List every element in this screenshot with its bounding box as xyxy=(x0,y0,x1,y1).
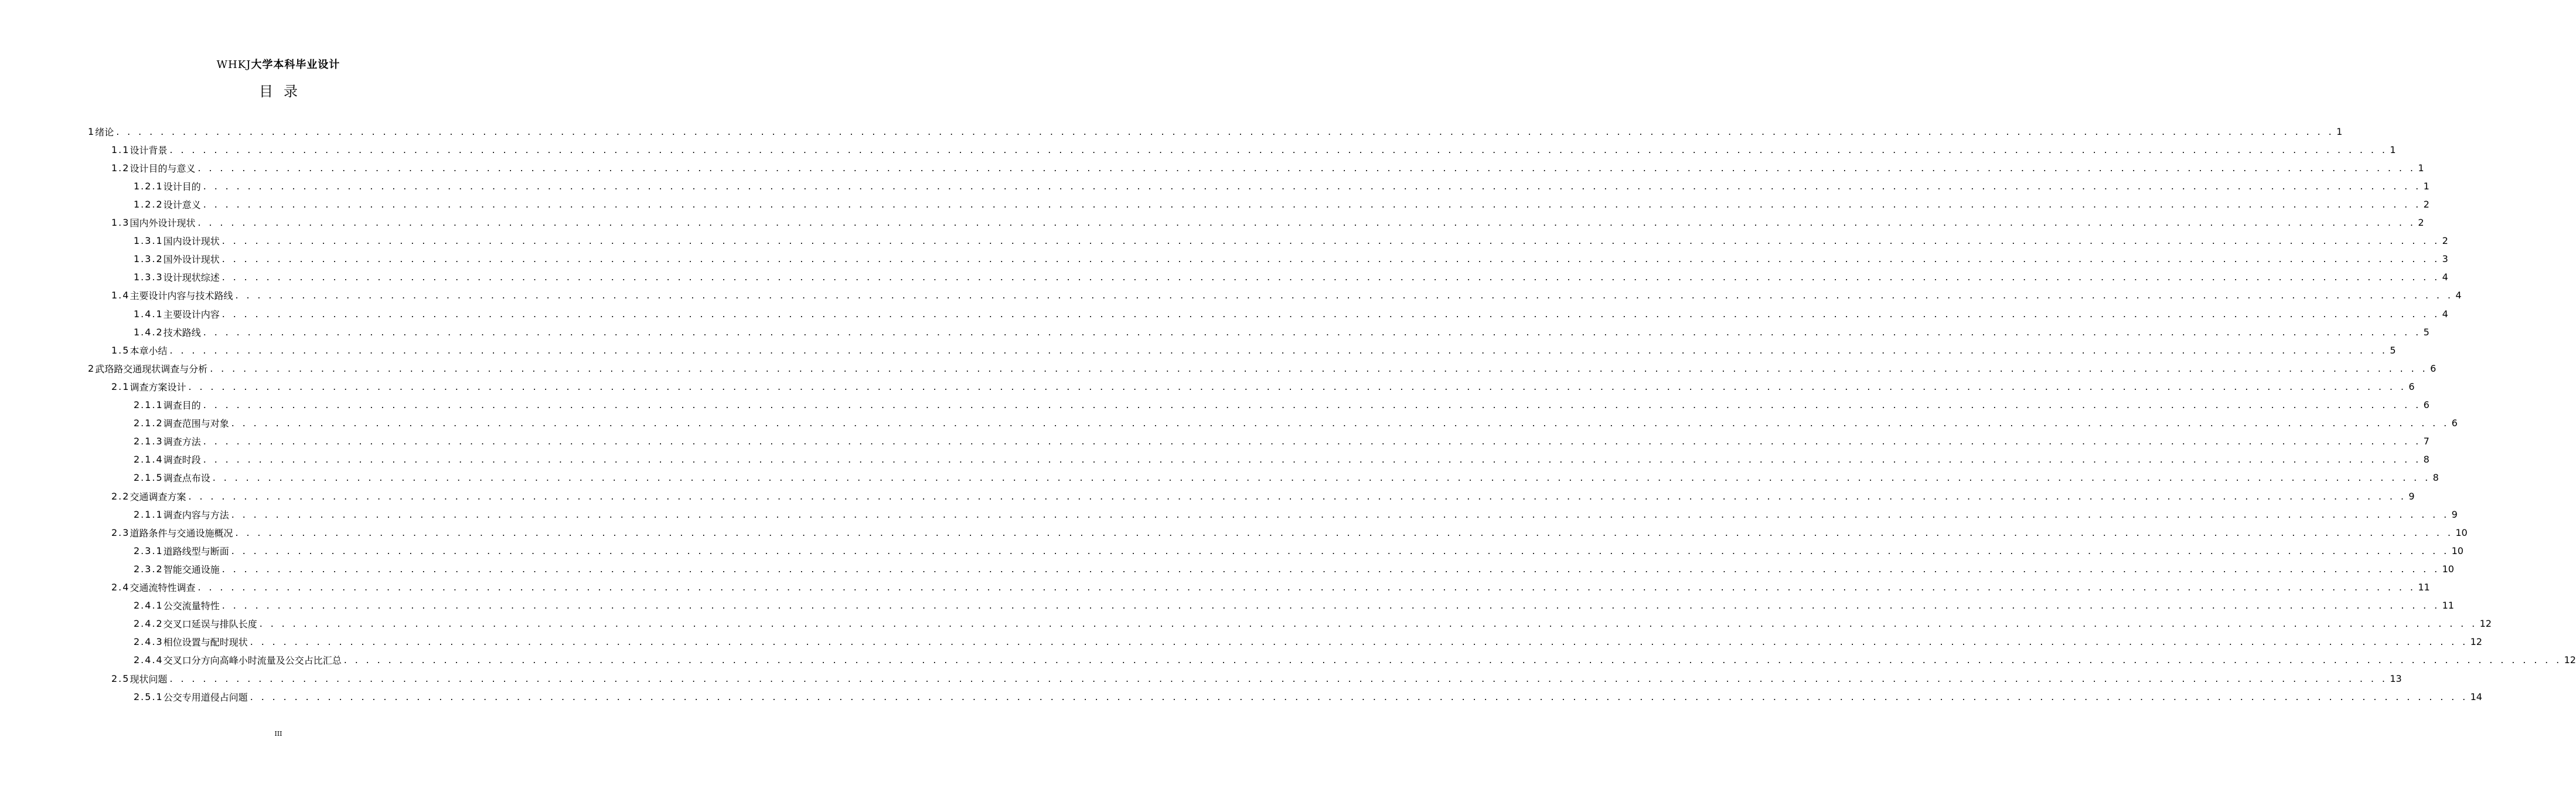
toc-entry-page: 7 xyxy=(2423,436,2430,447)
toc-entry-title: 调查方法 xyxy=(163,436,201,448)
toc-entry-number: 2.3 xyxy=(111,527,130,538)
toc-entry-title: 相位设置与配时现状 xyxy=(163,637,248,648)
toc-leader-dots: . . . . . . . . . . . . . . . . . . . . . . . . . . . . . . . . . . . . . . . . . . . . . . . . . . . . . . . . . . . . . . . . . . . . . . . . . . . . . . . . . . . . . . . . . . . . . . . . . . . . . . . . . . . . . . . . . . . . . . . . . . . . . . . . . . . . . . . . . . . . . . . . . . . . . . . . . . . . . . . . . . . . . . . . . . . . . . . . . . . . . . . . . . . . . . . . . . . . . . . . xyxy=(343,654,2562,666)
toc-entry-page: 12 xyxy=(2564,654,2576,666)
toc-entry-number: 1.4 xyxy=(111,290,130,301)
toc-entry[interactable] xyxy=(111,159,2424,176)
toc-entry[interactable] xyxy=(111,524,2468,541)
toc-entry-page: 5 xyxy=(2423,326,2430,338)
toc-leader-dots: . . . . . . . . . . . . . . . . . . . . . . . . . . . . . . . . . . . . . . . . . . . . . . . . . . . . . . . . . . . . . . . . . . . . . . . . . . . . . . . . . . . . . . . . . . . . . . . . . . . . . . . . . . . . . . . . . . . . . . . . . . . . . . . . . . . . . . . . . . . . . . . . . . . . . . . . . . . . . . . . . . . . . . . . . . . . . . . . . . . . . . . . . . . . . . . . . . . . . . . . xyxy=(203,436,2421,447)
toc-entry-page: 12 xyxy=(2479,618,2492,630)
toc-entry-number: 2.4.2 xyxy=(134,618,163,630)
toc-leader-dots: . . . . . . . . . . . . . . . . . . . . . . . . . . . . . . . . . . . . . . . . . . . . . . . . . . . . . . . . . . . . . . . . . . . . . . . . . . . . . . . . . . . . . . . . . . . . . . . . . . . . . . . . . . . . . . . . . . . . . . . . . . . . . . . . . . . . . . . . . . . . . . . . . . . . . . . . . . . . . . . . . . . . . . . . . . . . . . . . . . . . . . . . . . . . . . . . . . . . . . . . xyxy=(235,290,2454,301)
toc-entry-title: 公交专用道侵占问题 xyxy=(163,691,248,703)
toc-entry-number: 2.1.3 xyxy=(134,436,163,447)
toc-entry-title: 调查时段 xyxy=(163,454,201,466)
toc-entry-title: 公交流量特性 xyxy=(163,600,220,612)
toc-entry-number: 2.4 xyxy=(111,582,130,593)
toc-entry-page: 5 xyxy=(2390,344,2396,356)
page-number: III xyxy=(274,730,282,738)
toc-leader-dots: . . . . . . . . . . . . . . . . . . . . . . . . . . . . . . . . . . . . . . . . . . . . . . . . . . . . . . . . . . . . . . . . . . . . . . . . . . . . . . . . . . . . . . . . . . . . . . . . . . . . . . . . . . . . . . . . . . . . . . . . . . . . . . . . . . . . . . . . . . . . . . . . . . . . . . . . . . . . . . . . . . . . . . . . . . . . . . . . . . . . . . . . . . . . . . . . . . . . . . . . xyxy=(116,125,2335,137)
toc-entry[interactable] xyxy=(111,378,2415,395)
toc-entry-number: 1.1 xyxy=(111,144,130,155)
toc-entry-title: 本章小结 xyxy=(130,345,168,356)
toc-entry-number: 2.1.2 xyxy=(134,417,163,429)
toc-leader-dots: . . . . . . . . . . . . . . . . . . . . . . . . . . . . . . . . . . . . . . . . . . . . . . . . . . . . . . . . . . . . . . . . . . . . . . . . . . . . . . . . . . . . . . . . . . . . . . . . . . . . . . . . . . . . . . . . . . . . . . . . . . . . . . . . . . . . . . . . . . . . . . . . . . . . . . . . . . . . . . . . . . . . . . . . . . . . . . . . . . . . . . . . . . . . . . . . . . . . . . . . xyxy=(222,563,2440,575)
toc-entry-page: 1 xyxy=(2418,162,2424,174)
toc-entry-title: 设计目的 xyxy=(163,181,201,192)
toc-entry-title: 设计意义 xyxy=(163,199,201,210)
toc-entry-title: 调查点布设 xyxy=(163,473,210,484)
toc-leader-dots: . . . . . . . . . . . . . . . . . . . . . . . . . . . . . . . . . . . . . . . . . . . . . . . . . . . . . . . . . . . . . . . . . . . . . . . . . . . . . . . . . . . . . . . . . . . . . . . . . . . . . . . . . . . . . . . . . . . . . . . . . . . . . . . . . . . . . . . . . . . . . . . . . . . . . . . . . . . . . . . . . . . . . . . . . . . . . . . . . . . . . . . . . . . . . . . . . . . . . . . . xyxy=(250,691,2468,702)
toc-entry-page: 9 xyxy=(2408,490,2415,502)
toc-entry-page: 3 xyxy=(2442,253,2448,265)
toc-entry-title: 主要设计内容与技术路线 xyxy=(130,290,233,302)
toc-leader-dots: . . . . . . . . . . . . . . . . . . . . . . . . . . . . . . . . . . . . . . . . . . . . . . . . . . . . . . . . . . . . . . . . . . . . . . . . . . . . . . . . . . . . . . . . . . . . . . . . . . . . . . . . . . . . . . . . . . . . . . . . . . . . . . . . . . . . . . . . . . . . . . . . . . . . . . . . . . . . . . . . . . . . . . . . . . . . . . . . . . . . . . . . . . . . . . . . . . . . . . . . xyxy=(203,180,2421,192)
toc-entry-title: 交通调查方案 xyxy=(130,491,186,502)
toc-entry-title: 武珞路交通现状调查与分析 xyxy=(95,363,208,375)
toc-entry-number: 2.1.1 xyxy=(134,508,163,520)
toc-entry[interactable] xyxy=(134,269,2448,286)
toc-entry-page: 2 xyxy=(2418,217,2424,228)
toc-leader-dots: . . . . . . . . . . . . . . . . . . . . . . . . . . . . . . . . . . . . . . . . . . . . . . . . . . . . . . . . . . . . . . . . . . . . . . . . . . . . . . . . . . . . . . . . . . . . . . . . . . . . . . . . . . . . . . . . . . . . . . . . . . . . . . . . . . . . . . . . . . . . . . . . . . . . . . . . . . . . . . . . . . . . . . . . . . . . . . . . . . . . . . . . . . . . . . . . . . . . . . . . xyxy=(169,344,2388,356)
toc-entry-number: 1.3.1 xyxy=(134,235,163,247)
toc-leader-dots: . . . . . . . . . . . . . . . . . . . . . . . . . . . . . . . . . . . . . . . . . . . . . . . . . . . . . . . . . . . . . . . . . . . . . . . . . . . . . . . . . . . . . . . . . . . . . . . . . . . . . . . . . . . . . . . . . . . . . . . . . . . . . . . . . . . . . . . . . . . . . . . . . . . . . . . . . . . . . . . . . . . . . . . . . . . . . . . . . . . . . . . . . . . . . . . . . . . . . . . . xyxy=(188,490,2407,502)
header-latin: WHKJ xyxy=(216,59,251,71)
toc-entry-number: 2.4.4 xyxy=(134,654,163,666)
toc-entry-page: 10 xyxy=(2455,527,2468,538)
toc-entry-title: 交叉口分方向高峰小时流量及公交占比汇总 xyxy=(163,655,342,667)
toc-entry-title: 调查内容与方法 xyxy=(163,509,229,521)
toc-entry-title: 交叉口延误与排队长度 xyxy=(163,619,257,630)
toc-entry-title: 主要设计内容 xyxy=(163,308,220,320)
toc-entry-title: 道路线型与断面 xyxy=(163,545,229,557)
toc-leader-dots: . . . . . . . . . . . . . . . . . . . . . . . . . . . . . . . . . . . . . . . . . . . . . . . . . . . . . . . . . . . . . . . . . . . . . . . . . . . . . . . . . . . . . . . . . . . . . . . . . . . . . . . . . . . . . . . . . . . . . . . . . . . . . . . . . . . . . . . . . . . . . . . . . . . . . . . . . . . . . . . . . . . . . . . . . . . . . . . . . . . . . . . . . . . . . . . . . . . . . . . . xyxy=(212,472,2431,484)
toc-entry-page: 8 xyxy=(2432,472,2439,484)
toc-entry-page: 13 xyxy=(2390,672,2402,684)
toc-entry-page: 10 xyxy=(2442,563,2454,575)
toc-entry[interactable] xyxy=(134,233,2448,249)
toc-entry-page: 1 xyxy=(2336,125,2343,137)
toc-entry-title: 调查方案设计 xyxy=(130,381,186,393)
toc-entry-title: 设计现状综述 xyxy=(163,272,220,284)
toc-entry[interactable] xyxy=(134,561,2454,577)
toc-entry[interactable] xyxy=(88,360,2437,376)
toc-entry-number: 2.2 xyxy=(111,490,130,502)
toc-entry-number: 2.1.1 xyxy=(134,399,163,410)
toc-entry[interactable] xyxy=(134,506,2458,522)
toc-entry-page: 6 xyxy=(2451,417,2458,429)
toc-entry[interactable] xyxy=(134,433,2430,450)
toc-entry-page: 9 xyxy=(2451,508,2458,520)
toc-entry-number: 2.1.5 xyxy=(134,472,163,484)
toc-entry-page: 14 xyxy=(2470,691,2482,702)
toc-entry[interactable] xyxy=(134,688,2482,705)
toc-entry-title: 技术路线 xyxy=(163,327,201,338)
toc-entry[interactable] xyxy=(111,287,2462,304)
document-header xyxy=(0,56,557,72)
toc-entry-title: 设计目的与意义 xyxy=(130,162,196,174)
toc-entry[interactable] xyxy=(111,141,2396,158)
toc-entry-title: 国内外设计现状 xyxy=(130,218,196,229)
toc-entry[interactable] xyxy=(134,415,2458,432)
toc-entry-page: 11 xyxy=(2418,582,2430,593)
toc-entry-number: 2.5.1 xyxy=(134,691,163,702)
toc-entry-number: 2.4.1 xyxy=(134,600,163,612)
toc-entry-title: 道路条件与交通设施概况 xyxy=(130,527,233,539)
toc-leader-dots: . . . . . . . . . . . . . . . . . . . . . . . . . . . . . . . . . . . . . . . . . . . . . . . . . . . . . . . . . . . . . . . . . . . . . . . . . . . . . . . . . . . . . . . . . . . . . . . . . . . . . . . . . . . . . . . . . . . . . . . . . . . . . . . . . . . . . . . . . . . . . . . . . . . . . . . . . . . . . . . . . . . . . . . . . . . . . . . . . . . . . . . . . . . . . . . . . . . . . . . . xyxy=(203,326,2421,338)
toc-entry-number: 1.4.1 xyxy=(134,308,163,320)
toc-entry-title: 智能交通设施 xyxy=(163,563,220,575)
toc-leader-dots: . . . . . . . . . . . . . . . . . . . . . . . . . . . . . . . . . . . . . . . . . . . . . . . . . . . . . . . . . . . . . . . . . . . . . . . . . . . . . . . . . . . . . . . . . . . . . . . . . . . . . . . . . . . . . . . . . . . . . . . . . . . . . . . . . . . . . . . . . . . . . . . . . . . . . . . . . . . . . . . . . . . . . . . . . . . . . . . . . . . . . . . . . . . . . . . . . . . . . . . . xyxy=(210,362,2428,374)
toc-entry-page: 10 xyxy=(2451,545,2463,556)
toc-entry-page: 1 xyxy=(2390,144,2396,155)
toc-entry-page: 6 xyxy=(2423,399,2430,410)
toc-entry-page: 8 xyxy=(2423,454,2430,466)
toc-entry[interactable] xyxy=(134,597,2454,614)
toc-entry-page: 2 xyxy=(2423,198,2430,210)
toc-entry[interactable] xyxy=(134,634,2482,650)
toc-entry[interactable] xyxy=(134,616,2492,632)
toc-entry[interactable] xyxy=(134,251,2448,267)
toc-leader-dots: . . . . . . . . . . . . . . . . . . . . . . . . . . . . . . . . . . . . . . . . . . . . . . . . . . . . . . . . . . . . . . . . . . . . . . . . . . . . . . . . . . . . . . . . . . . . . . . . . . . . . . . . . . . . . . . . . . . . . . . . . . . . . . . . . . . . . . . . . . . . . . . . . . . . . . . . . . . . . . . . . . . . . . . . . . . . . . . . . . . . . . . . . . . . . . . . . . . . . . . . xyxy=(197,162,2416,174)
toc-entry-title: 绪论 xyxy=(95,126,114,138)
toc-leader-dots: . . . . . . . . . . . . . . . . . . . . . . . . . . . . . . . . . . . . . . . . . . . . . . . . . . . . . . . . . . . . . . . . . . . . . . . . . . . . . . . . . . . . . . . . . . . . . . . . . . . . . . . . . . . . . . . . . . . . . . . . . . . . . . . . . . . . . . . . . . . . . . . . . . . . . . . . . . . . . . . . . . . . . . . . . . . . . . . . . . . . . . . . . . . . . . . . . . . . . . . . xyxy=(203,399,2421,410)
toc-entry-page: 4 xyxy=(2455,290,2462,301)
toc-entry-number: 1.5 xyxy=(111,344,130,356)
toc-leader-dots: . . . . . . . . . . . . . . . . . . . . . . . . . . . . . . . . . . . . . . . . . . . . . . . . . . . . . . . . . . . . . . . . . . . . . . . . . . . . . . . . . . . . . . . . . . . . . . . . . . . . . . . . . . . . . . . . . . . . . . . . . . . . . . . . . . . . . . . . . . . . . . . . . . . . . . . . . . . . . . . . . . . . . . . . . . . . . . . . . . . . . . . . . . . . . . . . . . . . . . . . xyxy=(222,235,2440,247)
toc-leader-dots: . . . . . . . . . . . . . . . . . . . . . . . . . . . . . . . . . . . . . . . . . . . . . . . . . . . . . . . . . . . . . . . . . . . . . . . . . . . . . . . . . . . . . . . . . . . . . . . . . . . . . . . . . . . . . . . . . . . . . . . . . . . . . . . . . . . . . . . . . . . . . . . . . . . . . . . . . . . . . . . . . . . . . . . . . . . . . . . . . . . . . . . . . . . . . . . . . . . . . . . . xyxy=(203,454,2421,466)
toc-entry-number: 1.2.1 xyxy=(134,180,163,192)
toc-leader-dots: . . . . . . . . . . . . . . . . . . . . . . . . . . . . . . . . . . . . . . . . . . . . . . . . . . . . . . . . . . . . . . . . . . . . . . . . . . . . . . . . . . . . . . . . . . . . . . . . . . . . . . . . . . . . . . . . . . . . . . . . . . . . . . . . . . . . . . . . . . . . . . . . . . . . . . . . . . . . . . . . . . . . . . . . . . . . . . . . . . . . . . . . . . . . . . . . . . . . . . . . xyxy=(169,672,2388,684)
toc-leader-dots: . . . . . . . . . . . . . . . . . . . . . . . . . . . . . . . . . . . . . . . . . . . . . . . . . . . . . . . . . . . . . . . . . . . . . . . . . . . . . . . . . . . . . . . . . . . . . . . . . . . . . . . . . . . . . . . . . . . . . . . . . . . . . . . . . . . . . . . . . . . . . . . . . . . . . . . . . . . . . . . . . . . . . . . . . . . . . . . . . . . . . . . . . . . . . . . . . . . . . . . . xyxy=(188,381,2407,392)
toc-entry-page: 4 xyxy=(2442,308,2448,320)
toc-entry[interactable] xyxy=(134,652,2576,668)
toc-entry-page: 11 xyxy=(2442,600,2454,612)
toc-leader-dots: . . . . . . . . . . . . . . . . . . . . . . . . . . . . . . . . . . . . . . . . . . . . . . . . . . . . . . . . . . . . . . . . . . . . . . . . . . . . . . . . . . . . . . . . . . . . . . . . . . . . . . . . . . . . . . . . . . . . . . . . . . . . . . . . . . . . . . . . . . . . . . . . . . . . . . . . . . . . . . . . . . . . . . . . . . . . . . . . . . . . . . . . . . . . . . . . . . . . . . . . xyxy=(231,545,2449,556)
toc-leader-dots: . . . . . . . . . . . . . . . . . . . . . . . . . . . . . . . . . . . . . . . . . . . . . . . . . . . . . . . . . . . . . . . . . . . . . . . . . . . . . . . . . . . . . . . . . . . . . . . . . . . . . . . . . . . . . . . . . . . . . . . . . . . . . . . . . . . . . . . . . . . . . . . . . . . . . . . . . . . . . . . . . . . . . . . . . . . . . . . . . . . . . . . . . . . . . . . . . . . . . . . . xyxy=(222,253,2440,265)
toc-entry-title: 调查范围与对象 xyxy=(163,418,229,430)
toc-entry-page: 12 xyxy=(2470,636,2482,648)
toc-entry[interactable] xyxy=(111,488,2415,504)
toc-entry-number: 1.3.2 xyxy=(134,253,163,265)
toc-entry[interactable] xyxy=(134,470,2439,486)
page-title: 目录 xyxy=(259,83,308,100)
toc-leader-dots: . . . . . . . . . . . . . . . . . . . . . . . . . . . . . . . . . . . . . . . . . . . . . . . . . . . . . . . . . . . . . . . . . . . . . . . . . . . . . . . . . . . . . . . . . . . . . . . . . . . . . . . . . . . . . . . . . . . . . . . . . . . . . . . . . . . . . . . . . . . . . . . . . . . . . . . . . . . . . . . . . . . . . . . . . . . . . . . . . . . . . . . . . . . . . . . . . . . . . . . . xyxy=(259,618,2478,630)
toc-entry[interactable] xyxy=(111,342,2396,358)
toc-leader-dots: . . . . . . . . . . . . . . . . . . . . . . . . . . . . . . . . . . . . . . . . . . . . . . . . . . . . . . . . . . . . . . . . . . . . . . . . . . . . . . . . . . . . . . . . . . . . . . . . . . . . . . . . . . . . . . . . . . . . . . . . . . . . . . . . . . . . . . . . . . . . . . . . . . . . . . . . . . . . . . . . . . . . . . . . . . . . . . . . . . . . . . . . . . . . . . . . . . . . . . . . xyxy=(222,308,2440,320)
toc-entry-number: 2.1.4 xyxy=(134,454,163,466)
toc-entry-number: 1.3 xyxy=(111,217,130,228)
toc-entry-page: 6 xyxy=(2408,381,2415,392)
toc-entry-number: 1 xyxy=(88,125,96,137)
toc-entry-number: 2 xyxy=(88,362,96,374)
toc-leader-dots: . . . . . . . . . . . . . . . . . . . . . . . . . . . . . . . . . . . . . . . . . . . . . . . . . . . . . . . . . . . . . . . . . . . . . . . . . . . . . . . . . . . . . . . . . . . . . . . . . . . . . . . . . . . . . . . . . . . . . . . . . . . . . . . . . . . . . . . . . . . . . . . . . . . . . . . . . . . . . . . . . . . . . . . . . . . . . . . . . . . . . . . . . . . . . . . . . . . . . . . . xyxy=(222,271,2440,283)
toc-leader-dots: . . . . . . . . . . . . . . . . . . . . . . . . . . . . . . . . . . . . . . . . . . . . . . . . . . . . . . . . . . . . . . . . . . . . . . . . . . . . . . . . . . . . . . . . . . . . . . . . . . . . . . . . . . . . . . . . . . . . . . . . . . . . . . . . . . . . . . . . . . . . . . . . . . . . . . . . . . . . . . . . . . . . . . . . . . . . . . . . . . . . . . . . . . . . . . . . . . . . . . . . xyxy=(169,144,2388,155)
toc-leader-dots: . . . . . . . . . . . . . . . . . . . . . . . . . . . . . . . . . . . . . . . . . . . . . . . . . . . . . . . . . . . . . . . . . . . . . . . . . . . . . . . . . . . . . . . . . . . . . . . . . . . . . . . . . . . . . . . . . . . . . . . . . . . . . . . . . . . . . . . . . . . . . . . . . . . . . . . . . . . . . . . . . . . . . . . . . . . . . . . . . . . . . . . . . . . . . . . . . . . . . . . . xyxy=(197,217,2416,228)
toc-entry-number: 1.2.2 xyxy=(134,198,163,210)
toc-leader-dots: . . . . . . . . . . . . . . . . . . . . . . . . . . . . . . . . . . . . . . . . . . . . . . . . . . . . . . . . . . . . . . . . . . . . . . . . . . . . . . . . . . . . . . . . . . . . . . . . . . . . . . . . . . . . . . . . . . . . . . . . . . . . . . . . . . . . . . . . . . . . . . . . . . . . . . . . . . . . . . . . . . . . . . . . . . . . . . . . . . . . . . . . . . . . . . . . . . . . . . . . xyxy=(235,527,2454,538)
toc-entry[interactable] xyxy=(88,123,2343,140)
toc-entry-title: 交通流特性调查 xyxy=(130,582,196,593)
toc-entry-title: 国外设计现状 xyxy=(163,254,220,266)
toc-entry[interactable] xyxy=(134,542,2463,559)
toc-leader-dots: . . . . . . . . . . . . . . . . . . . . . . . . . . . . . . . . . . . . . . . . . . . . . . . . . . . . . . . . . . . . . . . . . . . . . . . . . . . . . . . . . . . . . . . . . . . . . . . . . . . . . . . . . . . . . . . . . . . . . . . . . . . . . . . . . . . . . . . . . . . . . . . . . . . . . . . . . . . . . . . . . . . . . . . . . . . . . . . . . . . . . . . . . . . . . . . . . . . . . . . . xyxy=(222,600,2440,612)
toc-leader-dots: . . . . . . . . . . . . . . . . . . . . . . . . . . . . . . . . . . . . . . . . . . . . . . . . . . . . . . . . . . . . . . . . . . . . . . . . . . . . . . . . . . . . . . . . . . . . . . . . . . . . . . . . . . . . . . . . . . . . . . . . . . . . . . . . . . . . . . . . . . . . . . . . . . . . . . . . . . . . . . . . . . . . . . . . . . . . . . . . . . . . . . . . . . . . . . . . . . . . . . . . xyxy=(250,636,2468,648)
toc-entry-page: 4 xyxy=(2442,271,2448,283)
toc-entry-title: 调查目的 xyxy=(163,400,201,411)
toc-entry[interactable] xyxy=(134,196,2430,212)
toc-entry[interactable] xyxy=(134,451,2430,468)
toc-entry[interactable] xyxy=(134,178,2430,194)
toc-entry[interactable] xyxy=(111,670,2402,687)
toc-entry-number: 2.3.2 xyxy=(134,563,163,575)
toc-entry-number: 2.4.3 xyxy=(134,636,163,648)
toc-entry-page: 1 xyxy=(2423,180,2430,192)
toc-entry-page: 2 xyxy=(2442,235,2448,247)
toc-entry-page: 6 xyxy=(2430,362,2437,374)
toc-leader-dots: . . . . . . . . . . . . . . . . . . . . . . . . . . . . . . . . . . . . . . . . . . . . . . . . . . . . . . . . . . . . . . . . . . . . . . . . . . . . . . . . . . . . . . . . . . . . . . . . . . . . . . . . . . . . . . . . . . . . . . . . . . . . . . . . . . . . . . . . . . . . . . . . . . . . . . . . . . . . . . . . . . . . . . . . . . . . . . . . . . . . . . . . . . . . . . . . . . . . . . . . xyxy=(231,508,2449,520)
toc-leader-dots: . . . . . . . . . . . . . . . . . . . . . . . . . . . . . . . . . . . . . . . . . . . . . . . . . . . . . . . . . . . . . . . . . . . . . . . . . . . . . . . . . . . . . . . . . . . . . . . . . . . . . . . . . . . . . . . . . . . . . . . . . . . . . . . . . . . . . . . . . . . . . . . . . . . . . . . . . . . . . . . . . . . . . . . . . . . . . . . . . . . . . . . . . . . . . . . . . . . . . . . . xyxy=(231,417,2449,429)
toc-entry-title: 设计背景 xyxy=(130,144,168,156)
toc-leader-dots: . . . . . . . . . . . . . . . . . . . . . . . . . . . . . . . . . . . . . . . . . . . . . . . . . . . . . . . . . . . . . . . . . . . . . . . . . . . . . . . . . . . . . . . . . . . . . . . . . . . . . . . . . . . . . . . . . . . . . . . . . . . . . . . . . . . . . . . . . . . . . . . . . . . . . . . . . . . . . . . . . . . . . . . . . . . . . . . . . . . . . . . . . . . . . . . . . . . . . . . . xyxy=(203,198,2421,210)
toc-entry[interactable] xyxy=(111,579,2430,596)
toc-entry[interactable] xyxy=(134,324,2430,340)
toc-entry-number: 1.4.2 xyxy=(134,326,163,338)
toc-entry-title: 现状问题 xyxy=(130,673,168,685)
header-cjk: 大学本科毕业设计 xyxy=(251,59,340,71)
toc-entry-number: 1.2 xyxy=(111,162,130,174)
toc-entry-number: 2.5 xyxy=(111,672,130,684)
toc-entry-number: 1.3.3 xyxy=(134,271,163,283)
toc-leader-dots: . . . . . . . . . . . . . . . . . . . . . . . . . . . . . . . . . . . . . . . . . . . . . . . . . . . . . . . . . . . . . . . . . . . . . . . . . . . . . . . . . . . . . . . . . . . . . . . . . . . . . . . . . . . . . . . . . . . . . . . . . . . . . . . . . . . . . . . . . . . . . . . . . . . . . . . . . . . . . . . . . . . . . . . . . . . . . . . . . . . . . . . . . . . . . . . . . . . . . . . . xyxy=(197,582,2416,593)
toc-entry-title: 国内设计现状 xyxy=(163,236,220,247)
toc-entry[interactable] xyxy=(134,305,2448,322)
toc-entry-number: 2.1 xyxy=(111,381,130,392)
toc-entry[interactable] xyxy=(134,397,2430,413)
toc-entry-number: 2.3.1 xyxy=(134,545,163,556)
toc-entry[interactable] xyxy=(111,215,2424,231)
